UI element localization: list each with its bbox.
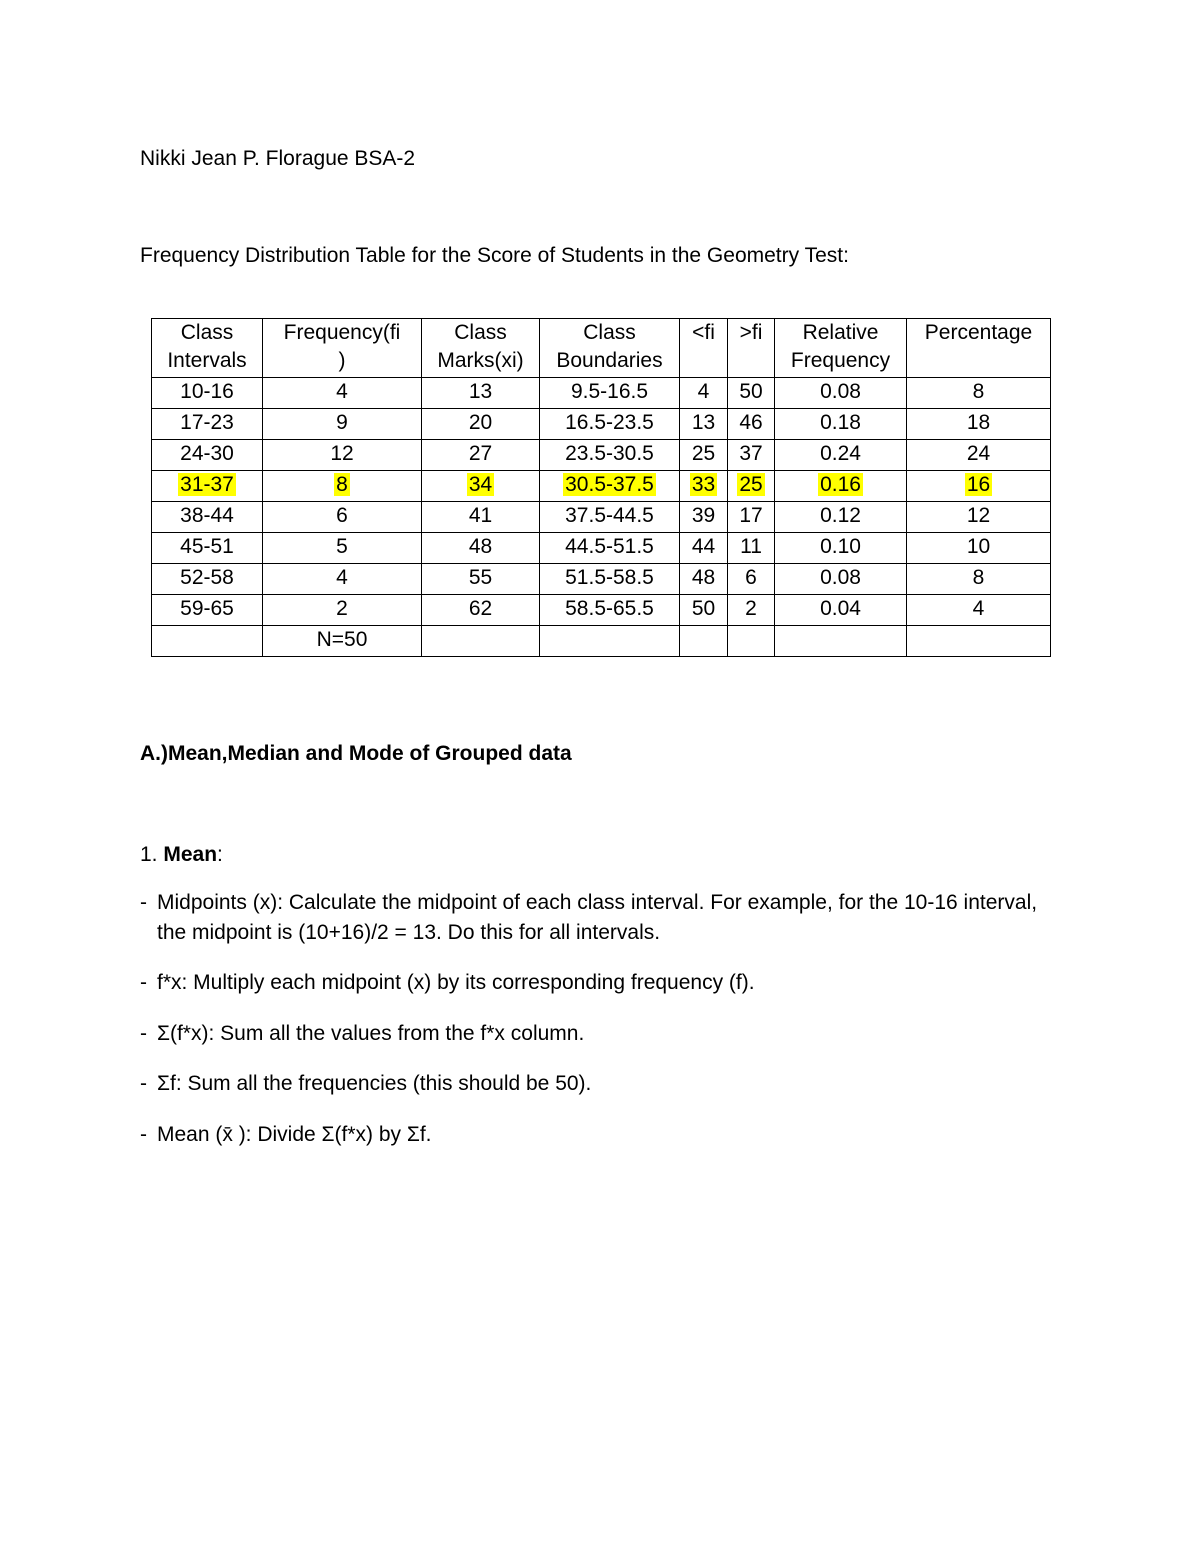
percentage-value: 10 <box>966 535 991 558</box>
bullet-dash: - <box>140 1072 147 1095</box>
bullet-dash: - <box>140 1123 147 1146</box>
relative-frequency-value: 0.24 <box>820 442 861 465</box>
greater-than-cf-cell <box>728 378 775 409</box>
table-header-row <box>152 319 1051 378</box>
less-than-cf-value: 48 <box>691 566 716 589</box>
less-than-cf-cell <box>680 564 728 595</box>
mean-colon: : <box>217 843 223 866</box>
table-row <box>152 533 1051 564</box>
class-mark-cell <box>422 533 540 564</box>
greater-than-cf-value: 50 <box>739 380 763 403</box>
frequency-cell <box>263 471 422 502</box>
greater-than-cf-cell <box>728 440 775 471</box>
percentage-cell <box>907 595 1051 626</box>
table-row <box>152 595 1051 626</box>
greater-than-cf-value: 46 <box>739 411 763 434</box>
class-interval-value: 10-16 <box>180 380 234 403</box>
less-than-cf-cell <box>680 409 728 440</box>
class-interval-value: 59-65 <box>180 597 234 620</box>
class-boundary-value: 44.5-51.5 <box>565 535 654 558</box>
class-interval-cell <box>152 502 263 533</box>
percentage-value: 4 <box>972 597 985 620</box>
greater-than-cf-value: 11 <box>740 535 762 558</box>
class-mark-cell <box>422 440 540 471</box>
relative-frequency-value: 0.04 <box>820 597 861 620</box>
table-row <box>152 564 1051 595</box>
frequency-value: N=50 <box>316 628 368 651</box>
class-interval-value: 24-30 <box>180 442 234 465</box>
percentage-cell <box>907 502 1051 533</box>
class-interval-cell <box>152 409 263 440</box>
relative-frequency-cell <box>775 533 907 564</box>
class-boundary-cell <box>540 564 680 595</box>
percentage-value: 24 <box>966 442 991 465</box>
frequency-value: 6 <box>336 504 348 527</box>
header-frequency: Frequency(fi ) <box>263 319 422 378</box>
greater-than-cf-cell <box>728 533 775 564</box>
frequency-cell <box>263 533 422 564</box>
less-than-cf-value: 39 <box>691 504 716 527</box>
class-mark-cell <box>422 595 540 626</box>
percentage-value: 16 <box>966 473 991 496</box>
percentage-value: 12 <box>966 504 991 527</box>
table-title: Frequency Distribution Table for the Score of Students in the Geometry Test: <box>140 244 849 267</box>
class-boundary-value: 16.5-23.5 <box>565 411 654 434</box>
class-mark-value: 13 <box>468 380 493 403</box>
less-than-cf-value: 13 <box>691 411 716 434</box>
bullet-text: Σf: Sum all the frequencies (this should be 50). <box>157 1072 592 1095</box>
bullet-text: f*x: Multiply each midpoint (x) by its corresponding frequency (f). <box>157 971 755 994</box>
class-mark-value: 27 <box>468 442 493 465</box>
greater-than-cf-cell <box>728 595 775 626</box>
class-interval-cell <box>152 471 263 502</box>
class-interval-cell <box>152 533 263 564</box>
relative-frequency-cell <box>775 471 907 502</box>
table-row <box>152 409 1051 440</box>
frequency-value: 5 <box>336 535 348 558</box>
relative-frequency-cell <box>775 564 907 595</box>
class-mark-value: 20 <box>468 411 493 434</box>
less-than-cf-cell <box>680 502 728 533</box>
relative-frequency-cell <box>775 502 907 533</box>
class-mark-cell <box>422 564 540 595</box>
relative-frequency-value: 0.08 <box>820 566 861 589</box>
table-row-highlighted <box>152 471 1051 502</box>
header-class-boundaries: Class Boundaries <box>540 319 680 378</box>
class-boundary-cell <box>540 471 680 502</box>
percentage-cell <box>907 471 1051 502</box>
table-row <box>152 626 1051 657</box>
relative-frequency-value: 0.10 <box>820 535 861 558</box>
less-than-cf-cell <box>680 440 728 471</box>
less-than-cf-cell <box>680 595 728 626</box>
class-mark-cell <box>422 378 540 409</box>
class-mark-cell <box>422 502 540 533</box>
frequency-value: 9 <box>336 411 348 434</box>
class-mark-value: 41 <box>468 504 493 527</box>
greater-than-cf-value: 6 <box>745 566 757 589</box>
percentage-cell <box>907 564 1051 595</box>
greater-than-cf-cell <box>728 626 775 657</box>
class-interval-cell <box>152 564 263 595</box>
class-mark-value: 55 <box>468 566 493 589</box>
frequency-cell <box>263 440 422 471</box>
less-than-cf-cell <box>680 626 728 657</box>
greater-than-cf-cell <box>728 502 775 533</box>
greater-than-cf-value: 17 <box>739 504 763 527</box>
greater-than-cf-value: 25 <box>739 473 763 496</box>
class-mark-cell <box>422 409 540 440</box>
class-interval-value: 45-51 <box>180 535 234 558</box>
table-row <box>152 378 1051 409</box>
header-percentage: Percentage <box>907 319 1051 378</box>
less-than-cf-value: 25 <box>691 442 716 465</box>
header-class-intervals: Class Intervals <box>152 319 263 378</box>
class-boundary-cell <box>540 378 680 409</box>
class-mark-value: 62 <box>468 597 493 620</box>
class-boundary-value: 58.5-65.5 <box>565 597 654 620</box>
frequency-value: 8 <box>336 473 348 496</box>
frequency-cell <box>263 564 422 595</box>
relative-frequency-value: 0.16 <box>820 473 861 496</box>
class-mark-cell <box>422 626 540 657</box>
mean-number: 1. <box>140 843 158 866</box>
bullet-sum-fx <box>140 1019 1070 1049</box>
mean-label: Mean <box>163 843 218 866</box>
greater-than-cf-cell <box>728 471 775 502</box>
class-boundary-cell <box>540 626 680 657</box>
less-than-cf-cell <box>680 533 728 564</box>
bullet-dash: - <box>140 891 147 914</box>
frequency-value: 12 <box>330 442 354 465</box>
class-boundary-value: 51.5-58.5 <box>565 566 654 589</box>
greater-than-cf-value: 37 <box>739 442 763 465</box>
relative-frequency-value: 0.08 <box>820 380 861 403</box>
bullet-dash: - <box>140 971 147 994</box>
class-mark-value: 48 <box>468 535 493 558</box>
percentage-cell <box>907 626 1051 657</box>
percentage-value: 18 <box>966 411 991 434</box>
frequency-value: 4 <box>336 566 348 589</box>
percentage-value: 8 <box>972 566 985 589</box>
percentage-cell <box>907 440 1051 471</box>
relative-frequency-cell <box>775 626 907 657</box>
relative-frequency-value: 0.12 <box>820 504 861 527</box>
greater-than-cf-value: 2 <box>745 597 757 620</box>
class-interval-value: 17-23 <box>180 411 234 434</box>
percentage-cell <box>907 378 1051 409</box>
percentage-value: 8 <box>972 380 985 403</box>
percentage-cell <box>907 409 1051 440</box>
class-interval-cell <box>152 626 263 657</box>
relative-frequency-cell <box>775 378 907 409</box>
class-mark-value: 34 <box>468 473 493 496</box>
class-boundary-cell <box>540 502 680 533</box>
bullet-dash: - <box>140 1022 147 1045</box>
less-than-cf-cell <box>680 378 728 409</box>
class-mark-cell <box>422 471 540 502</box>
class-boundary-cell <box>540 595 680 626</box>
relative-frequency-cell <box>775 595 907 626</box>
class-boundary-cell <box>540 533 680 564</box>
header-class-marks: Class Marks(xi) <box>422 319 540 378</box>
bullet-text: Midpoints (x): Calculate the midpoint of each class interval. For example, for the 10-16 interval, the midpoint is (10+16)/2 = 13. Do this for all intervals. <box>157 891 1038 944</box>
frequency-cell <box>263 378 422 409</box>
bullet-midpoints <box>140 888 1070 948</box>
frequency-distribution-table <box>151 318 1051 657</box>
class-boundary-cell <box>540 440 680 471</box>
less-than-cf-value: 4 <box>697 380 710 403</box>
section-heading: A.)Mean,Median and Mode of Grouped data <box>140 742 572 765</box>
relative-frequency-value: 0.18 <box>820 411 861 434</box>
less-than-cf-value: 33 <box>691 473 716 496</box>
frequency-cell <box>263 409 422 440</box>
bullet-text: Mean (x̄ ): Divide Σ(f*x) by Σf. <box>157 1123 432 1146</box>
frequency-value: 4 <box>336 380 348 403</box>
header-relative-frequency: Relative Frequency <box>775 319 907 378</box>
percentage-cell <box>907 533 1051 564</box>
table-body <box>152 378 1051 657</box>
less-than-cf-value: 50 <box>691 597 716 620</box>
header-greater-than-cumulative: >fi <box>728 319 775 378</box>
class-interval-value: 31-37 <box>180 473 234 496</box>
class-interval-cell <box>152 378 263 409</box>
frequency-cell <box>263 626 422 657</box>
greater-than-cf-cell <box>728 409 775 440</box>
table-row <box>152 440 1051 471</box>
class-boundary-value: 23.5-30.5 <box>565 442 654 465</box>
class-interval-cell <box>152 440 263 471</box>
class-interval-cell <box>152 595 263 626</box>
bullet-text: Σ(f*x): Sum all the values from the f*x column. <box>157 1022 585 1045</box>
frequency-cell <box>263 595 422 626</box>
author-line: Nikki Jean P. Florague BSA-2 <box>140 147 416 170</box>
bullet-fx <box>140 968 1070 998</box>
bullet-mean-formula <box>140 1120 1070 1150</box>
less-than-cf-value: 44 <box>691 535 716 558</box>
class-boundary-value: 30.5-37.5 <box>565 473 654 496</box>
frequency-cell <box>263 502 422 533</box>
class-boundary-cell <box>540 409 680 440</box>
class-interval-value: 52-58 <box>180 566 234 589</box>
frequency-value: 2 <box>336 597 348 620</box>
greater-than-cf-cell <box>728 564 775 595</box>
table-row <box>152 502 1051 533</box>
class-interval-value: 38-44 <box>180 504 234 527</box>
mean-heading <box>140 841 223 869</box>
less-than-cf-cell <box>680 471 728 502</box>
relative-frequency-cell <box>775 440 907 471</box>
class-boundary-value: 37.5-44.5 <box>565 504 654 527</box>
relative-frequency-cell <box>775 409 907 440</box>
header-less-than-cumulative: <fi <box>680 319 728 378</box>
class-boundary-value: 9.5-16.5 <box>570 380 649 403</box>
bullet-sum-f <box>140 1069 1070 1099</box>
